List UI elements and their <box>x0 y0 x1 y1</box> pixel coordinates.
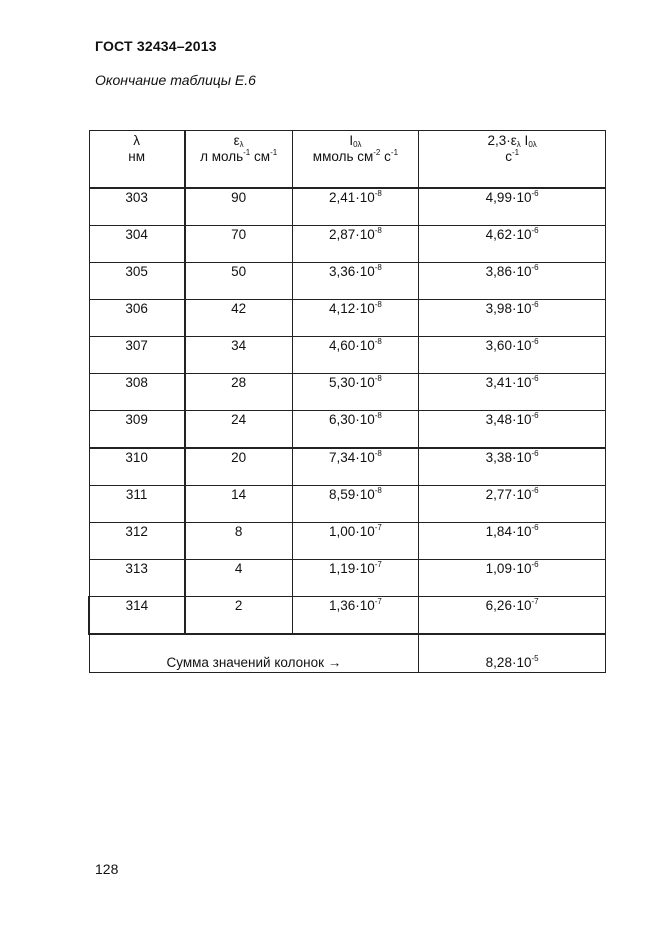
cell-epsilon: 70 <box>185 226 292 263</box>
table-row <box>89 188 606 226</box>
cell-product: $2,77\cdot 10^{-6}$ <box>419 486 606 523</box>
cell-epsilon: 50 <box>185 263 292 300</box>
cell-epsilon: 14 <box>185 486 292 523</box>
table-row <box>89 597 606 635</box>
column-header-product-formula: $2,3\cdot\varepsilon_\lambda$ $I_{0\lambda}$ <box>487 133 537 149</box>
table-row <box>89 226 606 263</box>
column-header-epsilon-unit: л моль$^{-1}$ $см^{-1}$ <box>200 148 278 164</box>
cell-wavelength: 311 <box>89 486 185 523</box>
cell-irradiance: $3,36\cdot 10^{-8}$ <box>292 263 419 300</box>
table-row <box>89 523 606 560</box>
cell-wavelength: 308 <box>89 374 185 411</box>
cell-product: $3,38\cdot 10^{-6}$ <box>419 448 606 486</box>
cell-epsilon: 24 <box>185 411 292 449</box>
cell-product: $4,99\cdot 10^{-6}$ <box>419 188 606 226</box>
cell-wavelength: 307 <box>89 337 185 374</box>
sum-label: Сумма значений колонок → <box>89 634 419 673</box>
cell-product: $3,98\cdot 10^{-6}$ <box>419 300 606 337</box>
cell-epsilon: 20 <box>185 448 292 486</box>
cell-product: $1,84\cdot 10^{-6}$ <box>419 523 606 560</box>
cell-irradiance: $2,41\cdot 10^{-8}$ <box>292 188 419 226</box>
column-header-wavelength-unit: нм <box>128 149 145 164</box>
table-row <box>89 411 606 449</box>
cell-epsilon: 42 <box>185 300 292 337</box>
cell-product: $3,41\cdot 10^{-6}$ <box>419 374 606 411</box>
cell-epsilon: 4 <box>185 560 292 597</box>
column-header-wavelength-symbol: λ <box>133 133 140 148</box>
column-header-irradiance <box>292 131 419 189</box>
cell-irradiance: $5,30\cdot 10^{-8}$ <box>292 374 419 411</box>
cell-irradiance: $1,36\cdot 10^{-7}$ <box>292 597 419 635</box>
cell-epsilon: 90 <box>185 188 292 226</box>
cell-wavelength: 304 <box>89 226 185 263</box>
cell-product: $4,62\cdot 10^{-6}$ <box>419 226 606 263</box>
cell-wavelength: 306 <box>89 300 185 337</box>
data-table <box>88 130 606 673</box>
column-header-wavelength <box>89 131 185 189</box>
cell-irradiance: $7,34\cdot 10^{-8}$ <box>292 448 419 486</box>
cell-product: $3,60\cdot 10^{-6}$ <box>419 337 606 374</box>
cell-irradiance: $6,30\cdot 10^{-8}$ <box>292 411 419 449</box>
cell-irradiance: $1,19\cdot 10^{-7}$ <box>292 560 419 597</box>
column-header-epsilon <box>185 131 292 189</box>
cell-epsilon: 8 <box>185 523 292 560</box>
column-header-irradiance-unit: ммоль $см^{-2}$ $с^{-1}$ <box>312 148 399 164</box>
cell-wavelength: 309 <box>89 411 185 449</box>
column-header-product-unit: $с^{-1}$ <box>505 148 520 164</box>
cell-product: $6,26\cdot 10^{-7}$ <box>419 597 606 635</box>
cell-irradiance: $1,00\cdot 10^{-7}$ <box>292 523 419 560</box>
table-row <box>89 300 606 337</box>
column-header-product <box>419 131 606 189</box>
cell-product: $1,09\cdot 10^{-6}$ <box>419 560 606 597</box>
cell-epsilon: 28 <box>185 374 292 411</box>
column-header-irradiance-symbol: $I_{0\lambda}$ <box>349 133 362 149</box>
cell-wavelength: 312 <box>89 523 185 560</box>
cell-irradiance: $4,12\cdot 10^{-8}$ <box>292 300 419 337</box>
cell-irradiance: $2,87\cdot 10^{-8}$ <box>292 226 419 263</box>
document-standard-title: ГОСТ 32434–2013 <box>95 38 217 54</box>
table-row <box>89 263 606 300</box>
cell-epsilon: 2 <box>185 597 292 635</box>
column-header-epsilon-symbol: $\varepsilon_\lambda$ <box>233 133 244 149</box>
sum-value: $8,28\cdot 10^{-5}$ <box>419 634 606 673</box>
table-row <box>89 486 606 523</box>
cell-wavelength: 305 <box>89 263 185 300</box>
table-caption: Окончание таблицы Е.6 <box>95 72 256 88</box>
table-row <box>89 560 606 597</box>
cell-wavelength: 313 <box>89 560 185 597</box>
cell-irradiance: $4,60\cdot 10^{-8}$ <box>292 337 419 374</box>
cell-epsilon: 34 <box>185 337 292 374</box>
cell-irradiance: $8,59\cdot 10^{-8}$ <box>292 486 419 523</box>
cell-product: $3,86\cdot 10^{-6}$ <box>419 263 606 300</box>
page-number: 128 <box>95 861 119 877</box>
cell-wavelength: 314 <box>89 597 185 635</box>
cell-wavelength: 310 <box>89 448 185 486</box>
table-row <box>89 448 606 486</box>
cell-product: $3,48\cdot 10^{-6}$ <box>419 411 606 449</box>
table-row <box>89 374 606 411</box>
table-header-row <box>89 131 606 189</box>
table-row <box>89 337 606 374</box>
table-sum-row <box>89 634 606 673</box>
cell-wavelength: 303 <box>89 188 185 226</box>
